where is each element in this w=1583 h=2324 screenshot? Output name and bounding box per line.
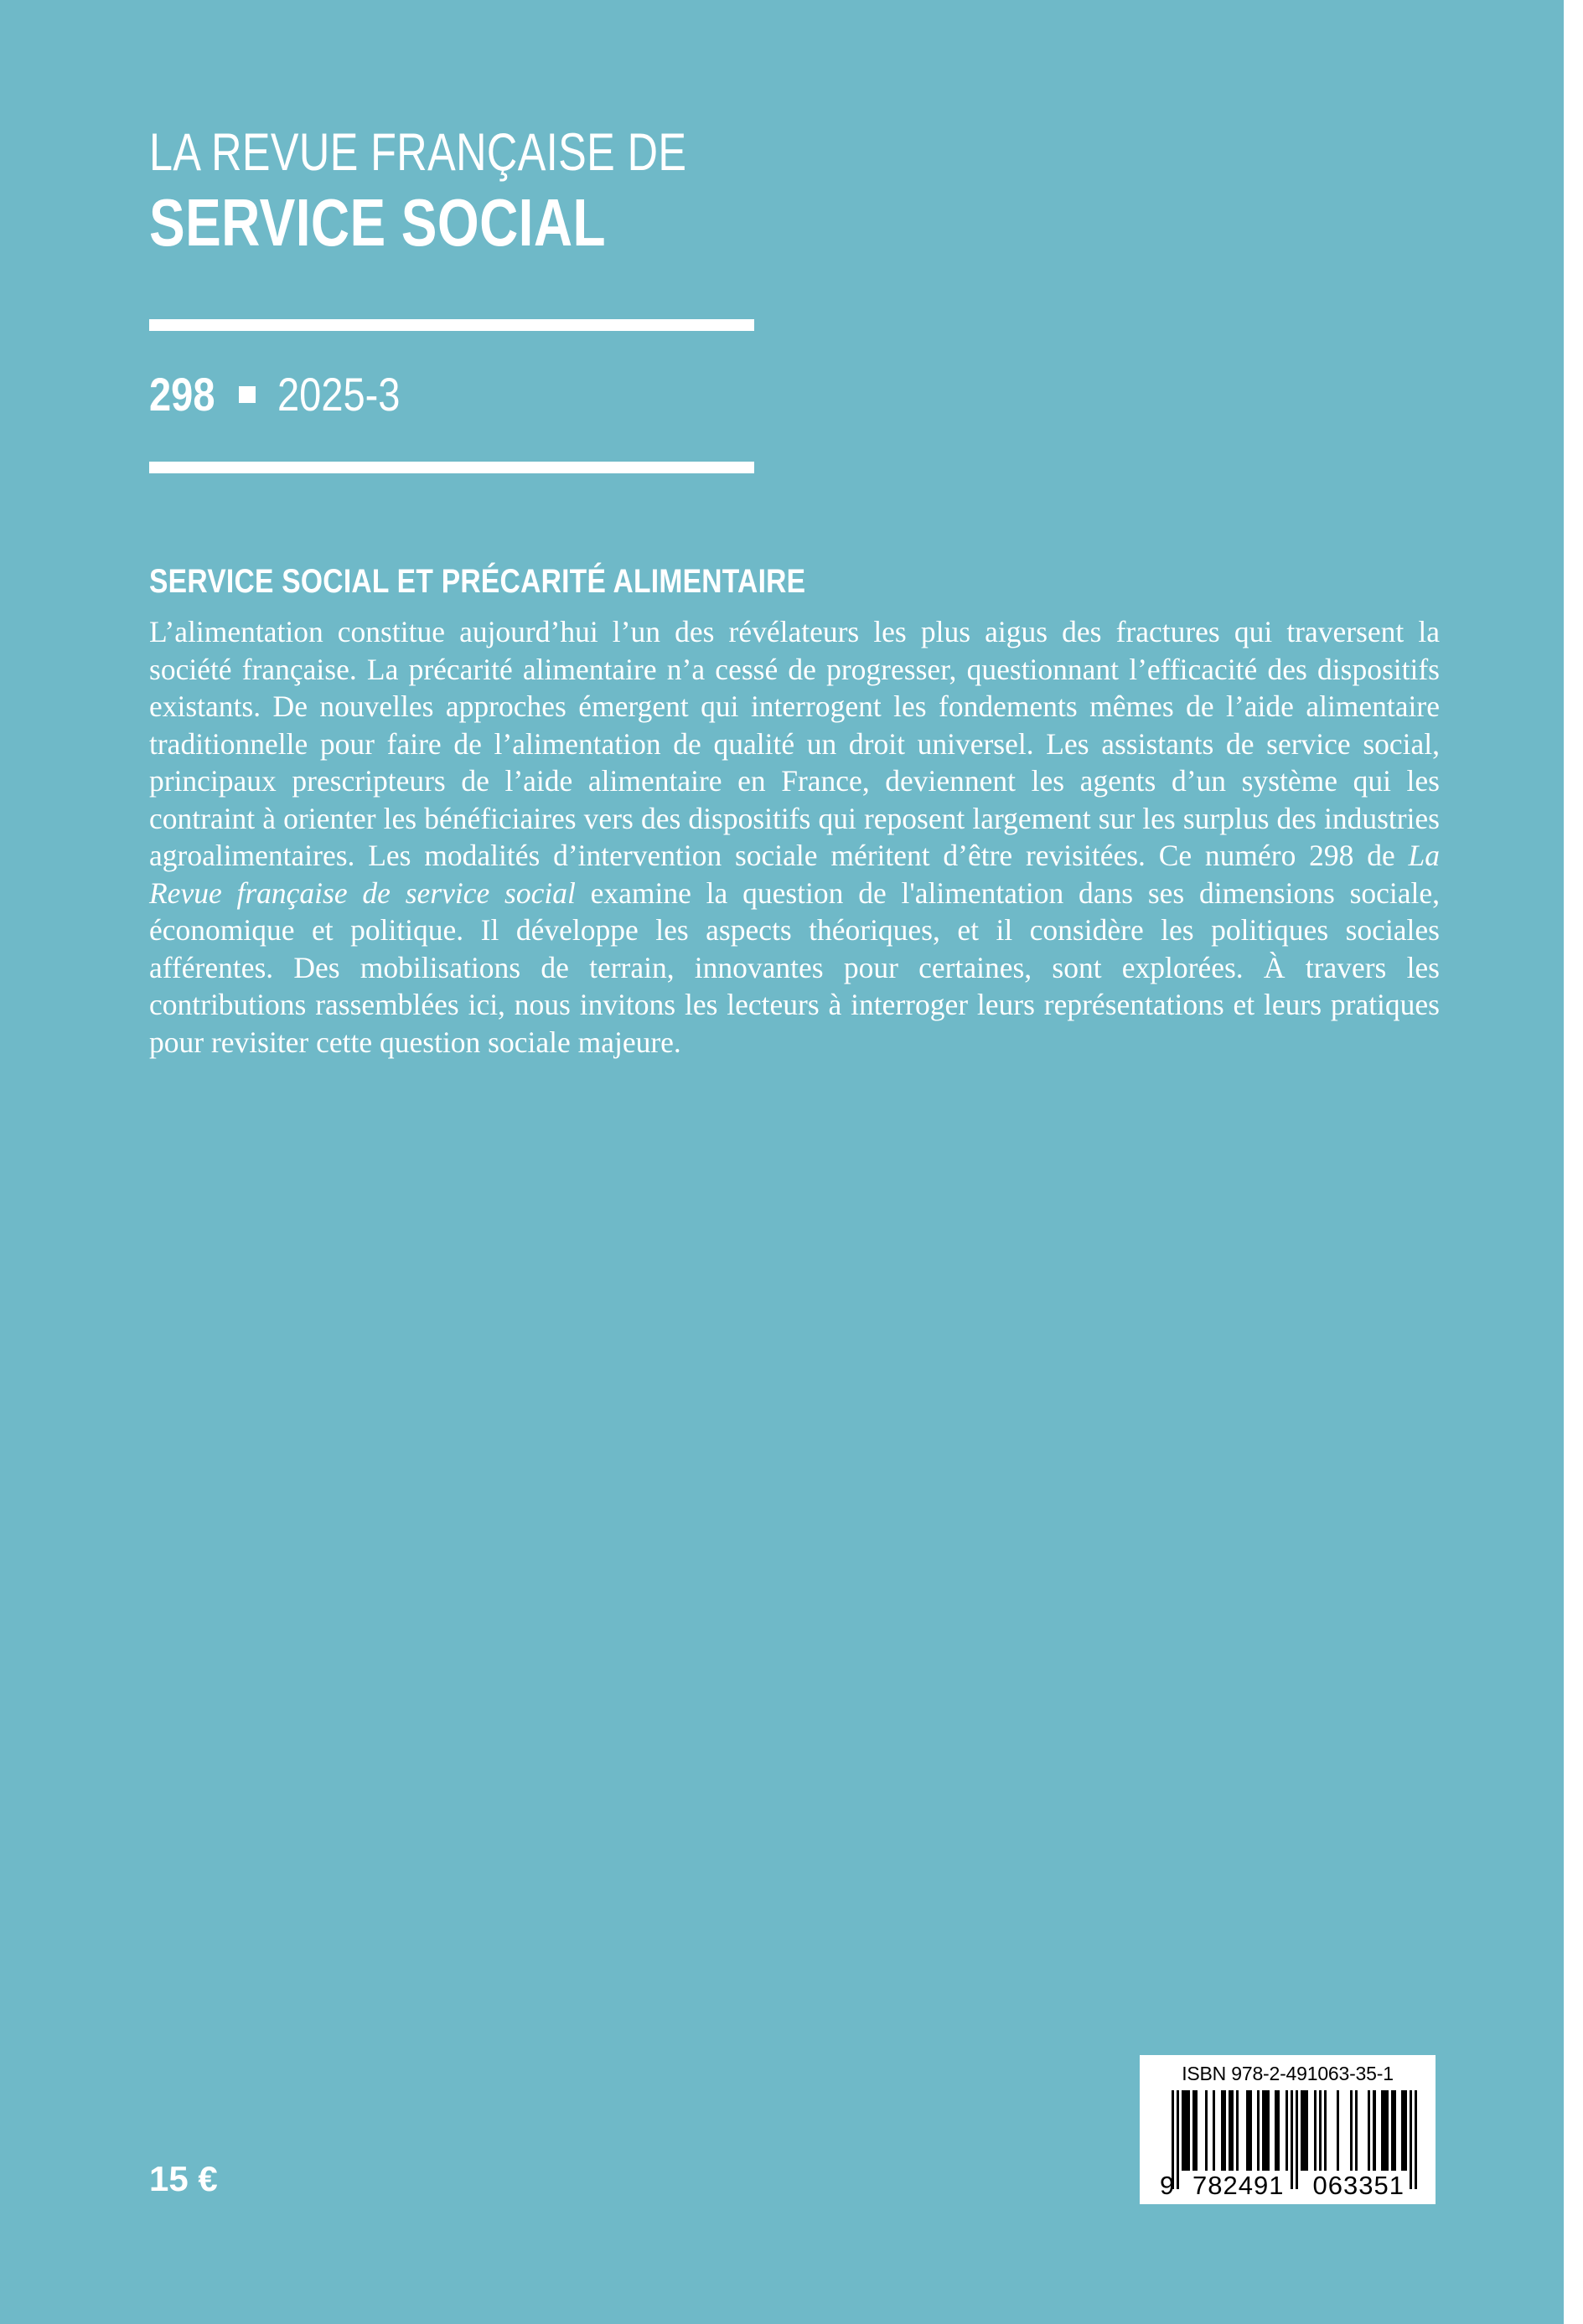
blurb-title: SERVICE SOCIAL ET PRÉCARITÉ ALIMENTAIRE: [149, 563, 806, 600]
ean-right-group: 063351: [1312, 2170, 1405, 2200]
blurb-body-part-2: examine la question de l'alimentation dans ses dimensions sociale, économique et politique. Il développe les aspects théoriques, et il considère les politiques sociales afférentes. Des mobilisations de terrain, innovantes pour certaines, sont explorées. À travers les contributions rassemblées ici, nous invitons les lecteurs à interroger leurs représentations et leurs pratiques pour revisiter cette question sociale majeure.: [149, 875, 1441, 1059]
ean-lead-digit: 9: [1160, 2170, 1176, 2200]
masthead-line-1: LA REVUE FRANÇAISE DE: [149, 123, 687, 182]
blurb-body-part-1: L’alimentation constitue aujourd’hui l’un des révélateurs les plus aigus des fractures qui traversent la société française. La précarité alimentaire n’a cessé de progresser, questionnant l’efficacité des dispositifs existants. De nouvelles approches émergent qui interrogent les fondements mêmes de l’aide alimentaire traditionnelle pour faire de l’alimentation de qualité un droit universel. Les assistants de service social, principaux prescripteurs de l’aide alimentaire en France, deviennent les agents d’un système qui les contraint à orienter les bénéficiaires vers des dispositifs qui reposent largement sur les surplus des industries agroalimentaires. Les modalités d’intervention sociale méritent d’être revisitées. Ce numéro 298 de: [149, 615, 1440, 872]
ean-digits: [1160, 2171, 1419, 2199]
blurb-body: [149, 613, 1440, 1061]
ean-left-group: 782491: [1192, 2170, 1285, 2200]
rule-above-issue: [149, 319, 754, 331]
masthead-line-2: SERVICE SOCIAL: [149, 184, 606, 260]
square-bullet-icon: [239, 386, 256, 403]
issue-number: 298: [149, 368, 215, 421]
barcode-graphic: [1151, 2090, 1424, 2200]
price-label: 15 €: [149, 2159, 218, 2198]
barcode-bars-icon: [1172, 2090, 1417, 2171]
issue-year: 2025-3: [277, 368, 401, 421]
journal-title-italic: La Revue française de service social: [149, 839, 1440, 910]
blurb-block: [149, 563, 1440, 1061]
issue-line: [149, 368, 424, 421]
isbn-label: ISBN 978-2-491063-35-1: [1182, 2063, 1394, 2084]
rule-below-issue: [149, 462, 754, 473]
barcode-block: [1140, 2055, 1436, 2204]
masthead: [149, 123, 1440, 260]
